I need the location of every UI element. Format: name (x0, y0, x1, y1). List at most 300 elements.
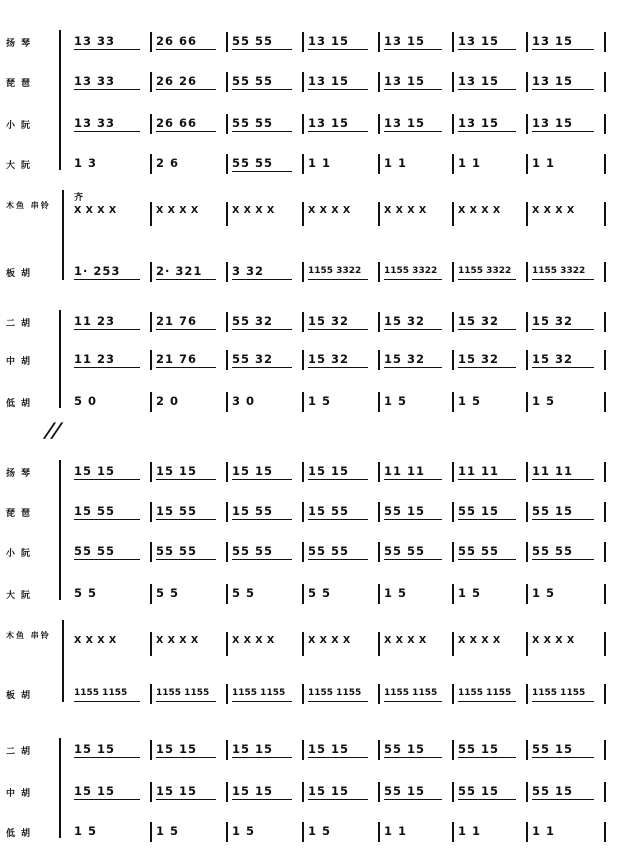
barline (226, 740, 228, 760)
barline (604, 632, 606, 656)
beam-line (232, 367, 292, 368)
measure-notation: 1155 3322 (308, 266, 362, 276)
beam-line (532, 757, 594, 758)
beam-line (458, 757, 516, 758)
beam-line (308, 367, 368, 368)
barline (302, 154, 304, 174)
beam-line (74, 479, 140, 480)
instrument-label: 大阮 (6, 591, 37, 601)
beam-line (308, 799, 368, 800)
barline (378, 740, 380, 760)
barline (526, 632, 528, 656)
barline (226, 202, 228, 226)
measure-notation: 13 33 (74, 116, 116, 130)
barline (526, 584, 528, 604)
measure-notation: 13 15 (532, 34, 574, 48)
barline (226, 822, 228, 842)
measure-notation: 13 15 (532, 116, 574, 130)
measure-notation: 15 15 (308, 464, 350, 478)
measure-notation: X X X X (156, 635, 199, 646)
barline (604, 502, 606, 522)
beam-line (458, 279, 516, 280)
instrument-label: 二胡 (6, 747, 37, 757)
barline (378, 822, 380, 842)
beam-line (384, 701, 442, 702)
beam-line (156, 89, 216, 90)
barline (378, 114, 380, 134)
barline (302, 684, 304, 704)
barline (378, 154, 380, 174)
measure-notation: 1 1 (458, 824, 482, 838)
barline (452, 782, 454, 802)
barline (150, 312, 152, 332)
barline (378, 392, 380, 412)
measure-notation: 2 6 (156, 156, 180, 170)
measure-notation: 15 32 (532, 352, 574, 366)
barline (526, 202, 528, 226)
beam-line (384, 49, 442, 50)
beam-line (532, 329, 594, 330)
measure-notation: 55 55 (232, 544, 274, 558)
barline (604, 72, 606, 92)
beam-line (384, 367, 442, 368)
measure-notation: 55 55 (74, 544, 116, 558)
beam-line (458, 329, 516, 330)
measure-notation: 21 76 (156, 352, 198, 366)
beam-line (458, 799, 516, 800)
beam-line (232, 559, 292, 560)
barline (526, 392, 528, 412)
measure-notation: 1 5 (458, 586, 482, 600)
beam-line (532, 559, 594, 560)
barline (378, 542, 380, 562)
measure-notation: 15 32 (458, 352, 500, 366)
beam-line (532, 131, 594, 132)
barline (604, 154, 606, 174)
barline (526, 32, 528, 52)
measure-notation: 13 15 (308, 74, 350, 88)
barline (226, 392, 228, 412)
measure-notation: 55 15 (458, 504, 500, 518)
measure-notation: 55 15 (532, 504, 574, 518)
measure-notation: 1 5 (384, 394, 408, 408)
measure-notation: 13 33 (74, 74, 116, 88)
beam-line (532, 479, 594, 480)
barline (526, 542, 528, 562)
measure-notation: X X X X (384, 635, 427, 646)
barline (302, 114, 304, 134)
measure-notation: 1155 1155 (74, 688, 128, 698)
measure-notation: 55 32 (232, 314, 274, 328)
barline (150, 782, 152, 802)
beam-line (156, 367, 216, 368)
barline (452, 114, 454, 134)
barline (226, 262, 228, 282)
system-brace (59, 30, 65, 170)
measure-notation: 1155 3322 (532, 266, 586, 276)
barline (452, 350, 454, 370)
measure-notation: 15 15 (232, 784, 274, 798)
dynamic-marking: 齐 (74, 193, 84, 203)
barline (604, 740, 606, 760)
barline (226, 350, 228, 370)
barline (226, 312, 228, 332)
measure-notation: 15 55 (308, 504, 350, 518)
barline (150, 502, 152, 522)
measure-notation: 55 15 (384, 784, 426, 798)
measure-notation: 5 0 (74, 394, 98, 408)
measure-notation: 1155 1155 (458, 688, 512, 698)
beam-line (156, 701, 216, 702)
measure-notation: 1 1 (384, 824, 408, 838)
instrument-label: 琵琶 (6, 509, 37, 519)
barline (150, 72, 152, 92)
beam-line (308, 559, 368, 560)
barline (302, 502, 304, 522)
barline (604, 542, 606, 562)
barline (302, 262, 304, 282)
beam-line (232, 519, 292, 520)
measure-notation: 15 15 (232, 464, 274, 478)
measure-notation: X X X X (232, 635, 275, 646)
measure-notation: X X X X (232, 205, 275, 216)
measure-notation: 15 15 (232, 742, 274, 756)
measure-notation: 1 5 (384, 586, 408, 600)
barline (526, 782, 528, 802)
measure-notation: 13 15 (384, 74, 426, 88)
beam-line (232, 701, 292, 702)
barline (452, 154, 454, 174)
instrument-label: 小阮 (6, 121, 37, 131)
beam-line (74, 131, 140, 132)
barline (452, 72, 454, 92)
measure-notation: 55 55 (232, 156, 274, 170)
measure-notation: 26 66 (156, 116, 198, 130)
instrument-label: 中胡 (6, 789, 37, 799)
measure-notation: 15 55 (232, 504, 274, 518)
barline (302, 350, 304, 370)
measure-notation: X X X X (532, 635, 575, 646)
measure-notation: 13 15 (458, 116, 500, 130)
instrument-label: 低胡 (6, 399, 37, 409)
measure-notation: X X X X (308, 635, 351, 646)
barline (604, 350, 606, 370)
measure-notation: 13 15 (308, 116, 350, 130)
measure-notation: 1 1 (458, 156, 482, 170)
beam-line (74, 279, 140, 280)
beam-line (74, 559, 140, 560)
beam-line (308, 757, 368, 758)
barline (150, 462, 152, 482)
beam-line (532, 89, 594, 90)
barline (378, 502, 380, 522)
measure-notation: 1155 1155 (232, 688, 286, 698)
barline (302, 462, 304, 482)
beam-line (384, 479, 442, 480)
barline (302, 392, 304, 412)
barline (452, 202, 454, 226)
measure-notation: 15 15 (74, 464, 116, 478)
barline (150, 350, 152, 370)
barline (452, 584, 454, 604)
beam-line (74, 89, 140, 90)
beam-line (156, 519, 216, 520)
barline (302, 312, 304, 332)
barline (226, 154, 228, 174)
barline (378, 350, 380, 370)
instrument-label: 板胡 (6, 691, 37, 701)
measure-notation: 13 15 (458, 74, 500, 88)
barline (526, 350, 528, 370)
barline (604, 114, 606, 134)
measure-notation: 1 5 (156, 824, 180, 838)
barline (302, 72, 304, 92)
barline (150, 822, 152, 842)
barline (526, 822, 528, 842)
beam-line (458, 479, 516, 480)
measure-notation: 1 3 (74, 156, 98, 170)
beam-line (532, 519, 594, 520)
barline (452, 542, 454, 562)
system-separator: // (41, 418, 65, 442)
beam-line (232, 89, 292, 90)
measure-notation: 1 5 (74, 824, 98, 838)
beam-line (308, 49, 368, 50)
barline (526, 684, 528, 704)
measure-notation: 15 32 (308, 352, 350, 366)
beam-line (232, 171, 292, 172)
measure-notation: 13 15 (384, 116, 426, 130)
barline (604, 462, 606, 482)
beam-line (458, 367, 516, 368)
beam-line (532, 49, 594, 50)
barline (150, 684, 152, 704)
beam-line (156, 799, 216, 800)
instrument-label: 木鱼 串铃 (6, 630, 51, 640)
measure-notation: X X X X (458, 205, 501, 216)
measure-notation: 1 5 (232, 824, 256, 838)
beam-line (532, 701, 594, 702)
instrument-label: 二胡 (6, 319, 37, 329)
instrument-label: 中胡 (6, 357, 37, 367)
measure-notation: 13 15 (384, 34, 426, 48)
beam-line (232, 757, 292, 758)
measure-notation: 15 55 (156, 504, 198, 518)
barline (226, 32, 228, 52)
beam-line (384, 519, 442, 520)
barline (378, 262, 380, 282)
measure-notation: 11 23 (74, 352, 116, 366)
barline (526, 262, 528, 282)
measure-notation: X X X X (74, 635, 117, 646)
beam-line (458, 131, 516, 132)
beam-line (384, 757, 442, 758)
measure-notation: 3 32 (232, 264, 265, 278)
beam-line (74, 701, 140, 702)
barline (302, 584, 304, 604)
measure-notation: 1155 1155 (156, 688, 210, 698)
measure-notation: 15 32 (308, 314, 350, 328)
system-brace (62, 620, 68, 702)
barline (526, 72, 528, 92)
measure-notation: 13 15 (532, 74, 574, 88)
barline (226, 684, 228, 704)
beam-line (458, 519, 516, 520)
measure-notation: 55 15 (458, 742, 500, 756)
barline (526, 312, 528, 332)
measure-notation: 1 1 (384, 156, 408, 170)
barline (526, 502, 528, 522)
barline (226, 584, 228, 604)
measure-notation: 1 5 (308, 824, 332, 838)
measure-notation: 15 32 (532, 314, 574, 328)
beam-line (156, 479, 216, 480)
barline (226, 782, 228, 802)
measure-notation: X X X X (384, 205, 427, 216)
barline (378, 782, 380, 802)
barline (378, 72, 380, 92)
beam-line (232, 479, 292, 480)
measure-notation: 55 55 (232, 34, 274, 48)
measure-notation: X X X X (308, 205, 351, 216)
beam-line (458, 49, 516, 50)
barline (302, 822, 304, 842)
measure-notation: 55 55 (532, 544, 574, 558)
measure-notation: 15 32 (384, 352, 426, 366)
barline (226, 462, 228, 482)
barline (604, 684, 606, 704)
instrument-label: 小阮 (6, 549, 37, 559)
barline (226, 114, 228, 134)
measure-notation: 1· 253 (74, 264, 121, 278)
beam-line (384, 89, 442, 90)
measure-notation: 5 5 (74, 586, 98, 600)
barline (150, 202, 152, 226)
instrument-label: 琵琶 (6, 79, 37, 89)
barline (526, 154, 528, 174)
measure-notation: 15 32 (458, 314, 500, 328)
measure-notation: 55 32 (232, 352, 274, 366)
barline (452, 32, 454, 52)
beam-line (532, 279, 594, 280)
measure-notation: X X X X (458, 635, 501, 646)
measure-notation: 1155 1155 (308, 688, 362, 698)
beam-line (458, 701, 516, 702)
beam-line (232, 49, 292, 50)
barline (604, 262, 606, 282)
barline (378, 632, 380, 656)
measure-notation: 2 0 (156, 394, 180, 408)
measure-notation: 55 55 (232, 116, 274, 130)
beam-line (156, 279, 216, 280)
beam-line (156, 559, 216, 560)
measure-notation: 55 55 (232, 74, 274, 88)
measure-notation: 15 15 (74, 742, 116, 756)
beam-line (308, 701, 368, 702)
barline (604, 202, 606, 226)
barline (302, 542, 304, 562)
barline (150, 154, 152, 174)
barline (150, 584, 152, 604)
measure-notation: 15 15 (308, 784, 350, 798)
beam-line (156, 131, 216, 132)
measure-notation: 1 1 (532, 824, 556, 838)
beam-line (308, 519, 368, 520)
measure-notation: 15 15 (156, 742, 198, 756)
barline (150, 632, 152, 656)
beam-line (74, 329, 140, 330)
measure-notation: 13 15 (458, 34, 500, 48)
measure-notation: 55 15 (532, 784, 574, 798)
barline (150, 392, 152, 412)
beam-line (74, 799, 140, 800)
measure-notation: 55 55 (156, 544, 198, 558)
barline (302, 32, 304, 52)
barline (150, 114, 152, 134)
measure-notation: 13 33 (74, 34, 116, 48)
instrument-label: 木鱼 串铃 (6, 200, 51, 210)
measure-notation: 5 5 (232, 586, 256, 600)
measure-notation: X X X X (532, 205, 575, 216)
measure-notation: 15 55 (74, 504, 116, 518)
measure-notation: 13 15 (308, 34, 350, 48)
measure-notation: 1155 1155 (384, 688, 438, 698)
beam-line (74, 367, 140, 368)
measure-notation: 1155 3322 (384, 266, 438, 276)
measure-notation: 1 5 (308, 394, 332, 408)
beam-line (74, 757, 140, 758)
barline (452, 312, 454, 332)
barline (150, 740, 152, 760)
measure-notation: 15 15 (74, 784, 116, 798)
barline (378, 584, 380, 604)
beam-line (308, 89, 368, 90)
barline (604, 782, 606, 802)
barline (526, 462, 528, 482)
measure-notation: 5 5 (156, 586, 180, 600)
barline (604, 312, 606, 332)
measure-notation: 11 11 (458, 464, 500, 478)
measure-notation: 3 0 (232, 394, 256, 408)
barline (604, 32, 606, 52)
measure-notation: 15 32 (384, 314, 426, 328)
barline (226, 502, 228, 522)
instrument-label: 扬琴 (6, 469, 37, 479)
barline (378, 32, 380, 52)
instrument-label: 大阮 (6, 161, 37, 171)
beam-line (74, 49, 140, 50)
barline (150, 262, 152, 282)
barline (302, 632, 304, 656)
barline (302, 202, 304, 226)
barline (150, 542, 152, 562)
measure-notation: 55 15 (458, 784, 500, 798)
measure-notation: X X X X (74, 205, 117, 216)
barline (526, 114, 528, 134)
measure-notation: 15 15 (156, 464, 198, 478)
beam-line (384, 279, 442, 280)
beam-line (384, 799, 442, 800)
beam-line (384, 131, 442, 132)
measure-notation: 21 76 (156, 314, 198, 328)
beam-line (232, 329, 292, 330)
measure-notation: 26 26 (156, 74, 198, 88)
beam-line (308, 131, 368, 132)
measure-notation: 26 66 (156, 34, 198, 48)
barline (226, 72, 228, 92)
barline (452, 462, 454, 482)
measure-notation: 15 15 (156, 784, 198, 798)
